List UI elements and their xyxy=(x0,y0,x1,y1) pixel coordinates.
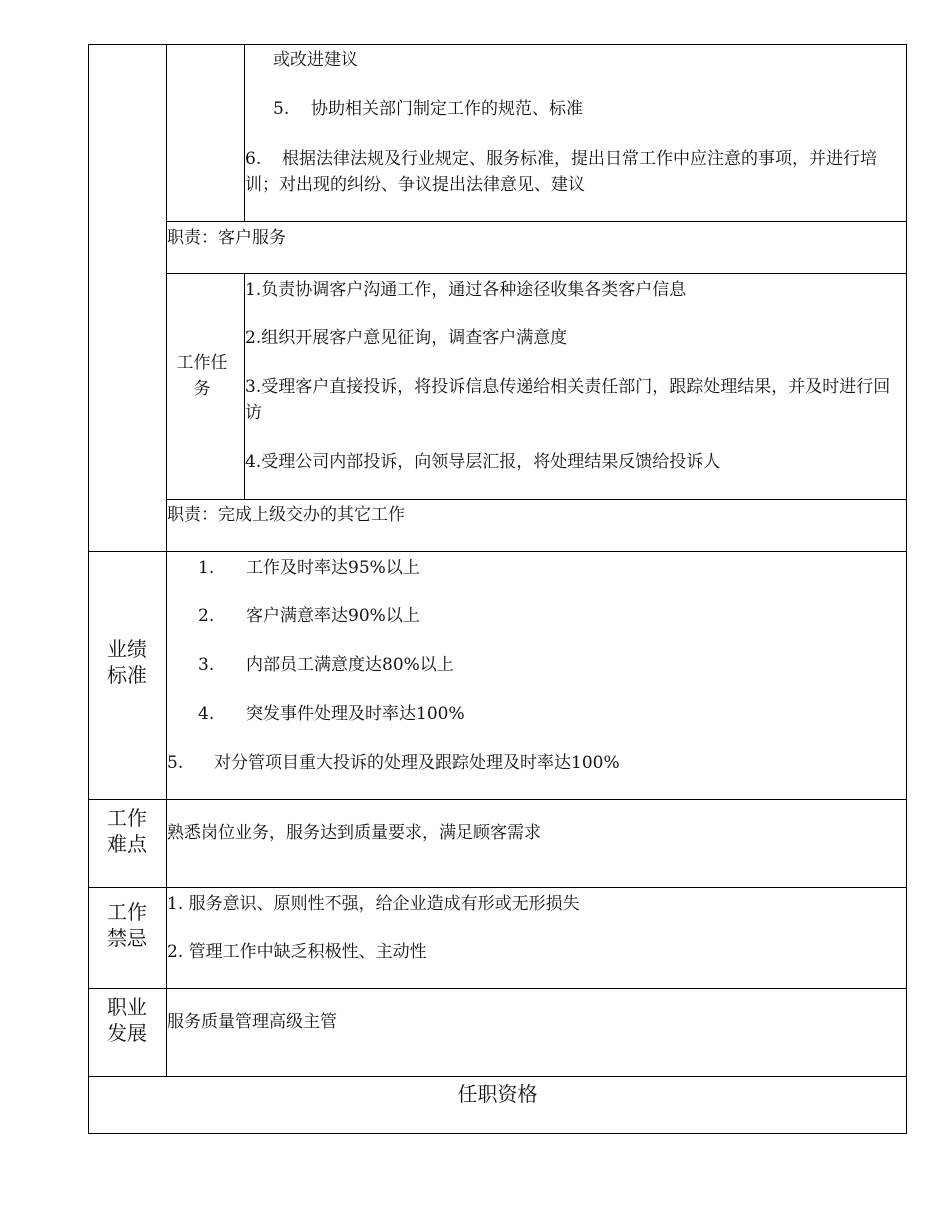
customer-task-2: 2.组织开展客户意见征询，调查客户满意度 xyxy=(245,328,568,348)
duty-continuation-text: 或改进建议 xyxy=(273,50,358,70)
label-column-divider xyxy=(166,44,167,1077)
performance-item-1-text: 工作及时率达95%以上 xyxy=(246,558,420,578)
taboo-item-1: 1. 服务意识、原则性不强，给企业造成有形或无形损失 xyxy=(167,894,580,914)
duty-item-6-text: 根据法律法规及行业规定、服务标准，提出日常工作中应注意的事项，并进行培训；对出现的纠纷、争议提出法律意见、建议 xyxy=(245,149,877,195)
row-line-other-duty-top xyxy=(166,499,907,500)
other-duty-label: 职责：完成上级交办的其它工作 xyxy=(167,505,405,525)
customer-task-1: 1.负责协调客户沟通工作，通过各种途径收集各类客户信息 xyxy=(245,280,687,300)
difficulty-text: 熟悉岗位业务，服务达到质量要求，满足顾客需求 xyxy=(167,823,541,843)
customer-duty-label: 职责：客户服务 xyxy=(167,228,286,248)
career-text: 服务质量管理高级主管 xyxy=(167,1012,337,1032)
performance-item-1-number: 1. xyxy=(198,558,215,578)
performance-label: 业绩标准 xyxy=(107,637,147,687)
table-left-border xyxy=(88,44,89,1134)
table-right-border xyxy=(906,44,907,1134)
performance-item-2-text: 客户满意率达90%以上 xyxy=(246,606,420,626)
performance-item-4-number: 4. xyxy=(198,704,215,724)
duty-item-5-text: 协助相关部门制定工作的规范、标准 xyxy=(311,99,583,119)
customer-task-4: 4.受理公司内部投诉，向领导层汇报，将处理结果反馈给投诉人 xyxy=(245,452,721,472)
performance-item-2-number: 2. xyxy=(198,606,215,626)
row-line-customer-tasks-top xyxy=(166,273,907,274)
taboo-item-2: 2. 管理工作中缺乏积极性、主动性 xyxy=(167,942,427,962)
task-label: 工作任务 xyxy=(176,353,228,399)
table-top-border xyxy=(88,44,907,45)
performance-item-3-text: 内部员工满意度达80%以上 xyxy=(246,655,454,675)
taboo-label: 工作禁忌 xyxy=(107,900,147,950)
performance-item-4-text: 突发事件处理及时率达100% xyxy=(246,704,465,724)
performance-item-5-number: 5. xyxy=(167,753,184,773)
row-line-career-top xyxy=(88,988,907,989)
row-line-taboo-top xyxy=(88,887,907,888)
table-bottom-border xyxy=(88,1133,907,1134)
row-line-qualification-top xyxy=(88,1076,907,1077)
customer-task-3: 3.受理客户直接投诉，将投诉信息传递给相关责任部门，跟踪处理结果，并及时进行回访 xyxy=(245,377,891,423)
row-line-difficulty-top xyxy=(88,799,907,800)
duty-item-6-number: 6. xyxy=(245,149,262,169)
row-line-customer-duty-top xyxy=(166,221,907,222)
career-label: 职业发展 xyxy=(107,995,147,1045)
row-line-performance-top xyxy=(88,551,907,552)
qualification-heading: 任职资格 xyxy=(457,1082,538,1106)
duty-item-5-number: 5. xyxy=(273,99,290,119)
performance-item-5-text: 对分管项目重大投诉的处理及跟踪处理及时率达100% xyxy=(214,753,620,773)
difficulty-label: 工作难点 xyxy=(107,806,147,856)
performance-item-3-number: 3. xyxy=(198,655,215,675)
